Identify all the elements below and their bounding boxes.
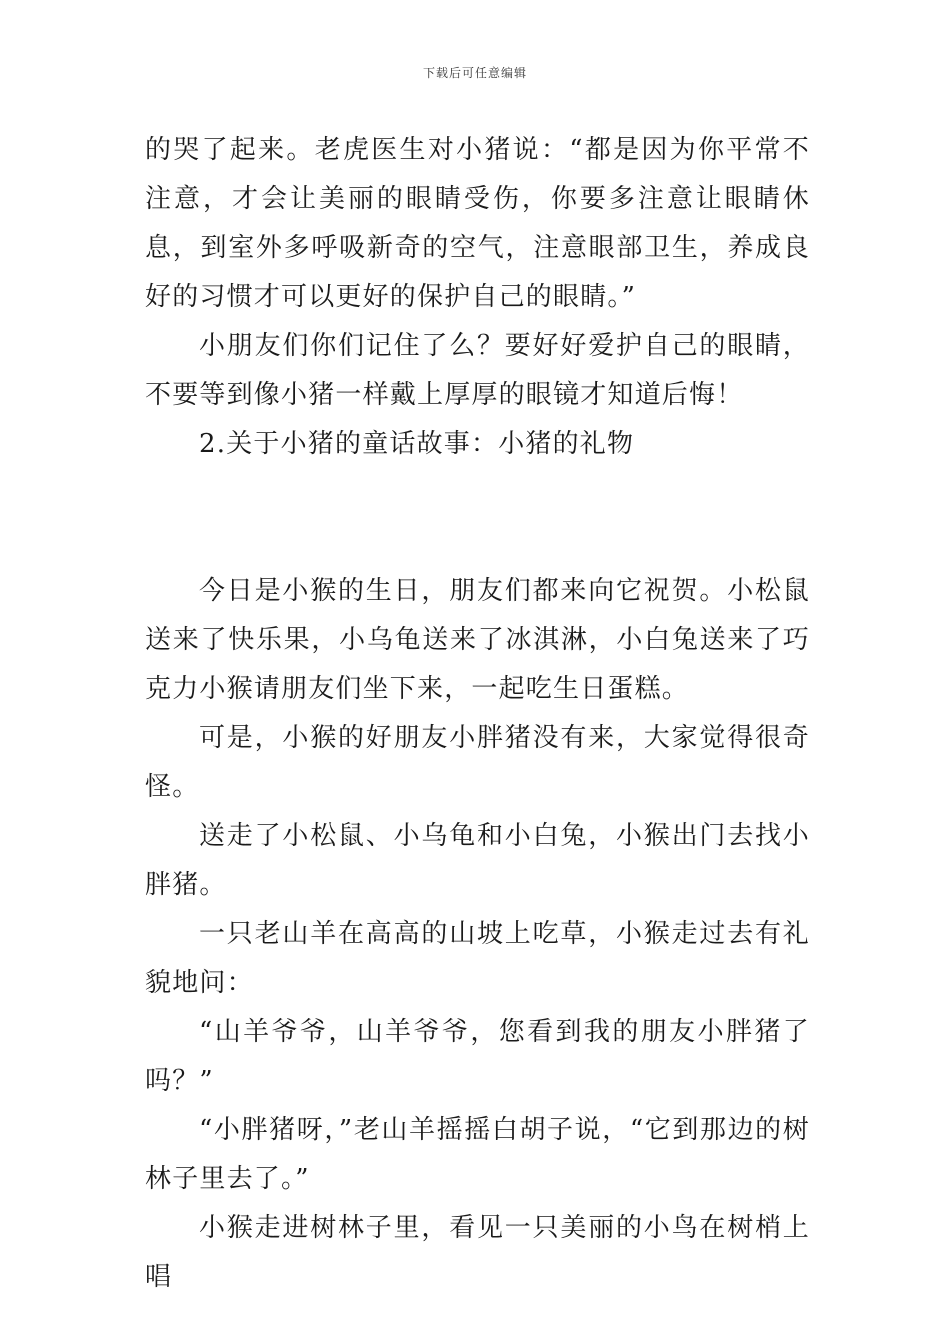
paragraph-6: 一只老山羊在高高的山坡上吃草，小猴走过去有礼貌地问： — [145, 919, 810, 998]
page-header: 下载后可任意编辑 — [422, 66, 527, 80]
section-spacer — [145, 469, 810, 567]
paragraph-2: 小朋友们你们记住了么？要好好爱护自己的眼睛，不要等到像小猪一样戴上厚厚的眼镜才知道后悔！ — [145, 331, 810, 410]
paragraph-7: “山羊爷爷，山羊爷爷，您看到我的朋友小胖猪了吗？” — [145, 1017, 810, 1096]
paragraph-4: 可是，小猴的好朋友小胖猪没有来，大家觉得很奇怪。 — [145, 723, 810, 802]
section-heading: 2.关于小猪的童话故事：小猪的礼物 — [199, 429, 635, 459]
paragraph-1: 的哭了起来。老虎医生对小猪说：“都是因为你平常不注意，才会让美丽的眼睛受伤，你要多注意让眼睛休息，到室外多呼吸新奇的空气，注意眼部卫生，养成良好的习惯才可以更好的保护自己的眼睛。” — [145, 135, 810, 312]
document-body — [145, 126, 810, 1302]
paragraph-8: “小胖猪呀，”老山羊摇摇白胡子说，“它到那边的树林子里去了。” — [145, 1115, 810, 1194]
paragraph-3: 今日是小猴的生日，朋友们都来向它祝贺。小松鼠送来了快乐果，小乌龟送来了冰淇淋，小白兔送来了巧克力小猴请朋友们坐下来，一起吃生日蛋糕。 — [145, 576, 810, 704]
paragraph-5: 送走了小松鼠、小乌龟和小白兔，小猴出门去找小胖猪。 — [145, 821, 810, 900]
paragraph-9: 小猴走进树林子里，看见一只美丽的小鸟在树梢上唱 — [145, 1213, 810, 1292]
